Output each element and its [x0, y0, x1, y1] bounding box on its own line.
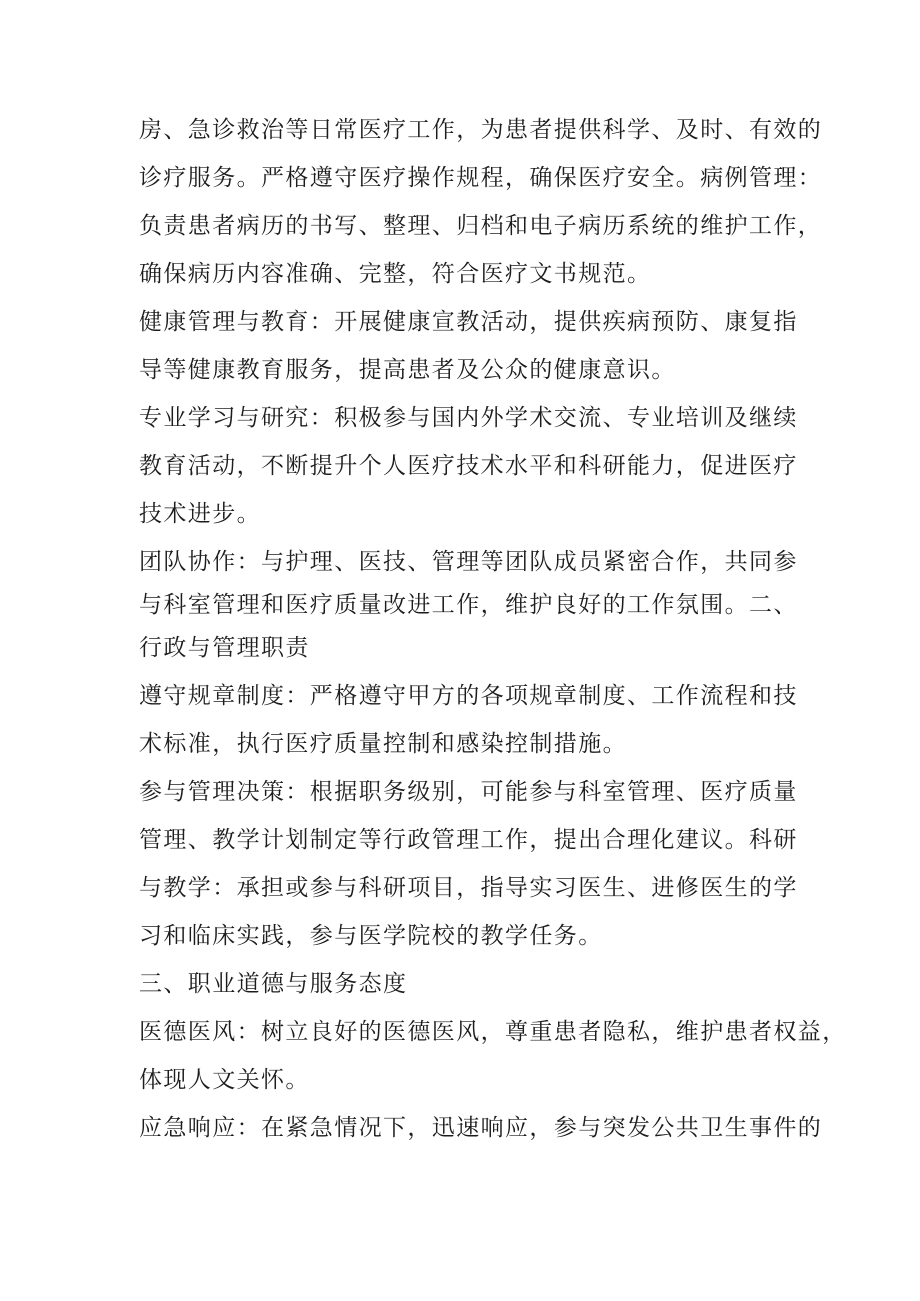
text-line: 团队协作：与护理、医技、管理等团队成员紧密合作，共同参: [139, 549, 798, 575]
text-line: 习和临床实践，参与医学院校的教学任务。: [139, 923, 603, 949]
text-line: 健康管理与教育：开展健康宣教活动，提供疾病预防、康复指: [139, 309, 798, 335]
text-line: 与教学：承担或参与科研项目，指导实习医生、进修医生的学: [139, 875, 798, 901]
text-line: 导等健康教育服务，提高患者及公众的健康意识。: [139, 357, 676, 383]
text-line: 教育活动，不断提升个人医疗技术水平和科研能力，促进医疗: [139, 453, 798, 479]
text-line: 体现人文关怀。: [139, 1067, 310, 1093]
text-line: 管理、教学计划制定等行政管理工作，提出合理化建议。科研: [139, 827, 798, 853]
text-line: 诊疗服务。严格遵守医疗操作规程，确保医疗安全。病例管理：: [139, 165, 823, 191]
text-line: 技术进步。: [139, 501, 261, 527]
text-line: 术标准，执行医疗质量控制和感染控制措施。: [139, 731, 627, 757]
text-line: 专业学习与研究：积极参与国内外学术交流、专业培训及继续: [139, 405, 798, 431]
section-heading: 三、职业道德与服务态度: [139, 971, 408, 997]
text-line: 遵守规章制度：严格遵守甲方的各项规章制度、工作流程和技: [139, 683, 798, 709]
section-heading: 行政与管理职责: [139, 635, 310, 661]
text-line: 确保病历内容准确、完整，符合医疗文书规范。: [139, 261, 652, 287]
text-line: 参与管理决策：根据职务级别，可能参与科室管理、医疗质量: [139, 779, 798, 805]
text-line: 负责患者病历的书写、整理、归档和电子病历系统的维护工作，: [139, 213, 823, 239]
text-line: 医德医风：树立良好的医德医风，尊重患者隐私，维护患者权益，: [139, 1019, 847, 1045]
document-body: [139, 106, 847, 1152]
text-line: 与科室管理和医疗质量改进工作，维护良好的工作氛围。二、: [139, 592, 798, 618]
text-line: 应急响应：在紧急情况下，迅速响应，参与突发公共卫生事件的: [139, 1115, 823, 1141]
text-line: 房、急诊救治等日常医疗工作，为患者提供科学、及时、有效的: [139, 117, 823, 143]
